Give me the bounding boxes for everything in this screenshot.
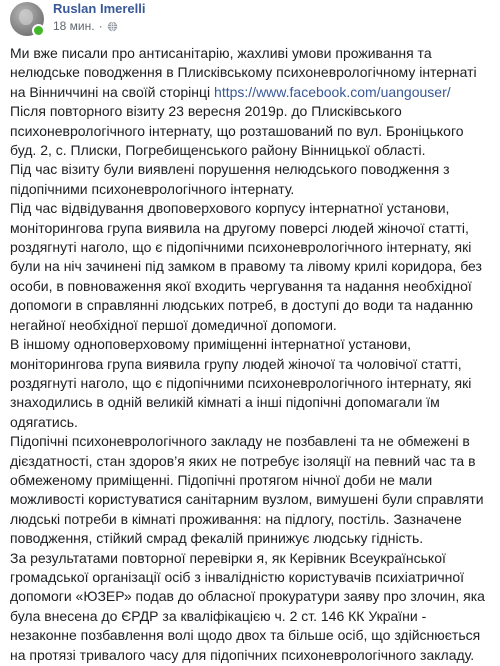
paragraph-visit: Після повторного візиту 23 вересня 2019р. до Плисківського психоневрологічного інтернату, що розташований по вул. Броніцького буд. 2, с. Плиски, Погребищенського району Вінницької області. [10, 103, 464, 159]
author-avatar-wrap[interactable] [10, 2, 44, 36]
paragraph-intro-text: Ми вже писали про антисанітарію, жахливі умови проживання та нелюдське поводження в Плисківському психоневрологічному інтернаті на Вінниччині на своїй сторінці [10, 45, 477, 100]
separator-dot: · [98, 19, 103, 33]
author-name[interactable]: Ruslan Imerelli [53, 1, 146, 16]
timestamp-row [53, 18, 145, 34]
online-status-dot [32, 24, 45, 37]
globe-icon[interactable] [107, 21, 118, 32]
post-meta [53, 0, 145, 34]
post-body [10, 44, 493, 665]
paragraph-intro [10, 44, 493, 102]
post-timestamp[interactable]: 18 мин. [53, 19, 95, 33]
paragraph-results: За результатами повторної перевірки я, як Керівник Всеукраїнської громадської організації осіб з інвалідністю користувачів психіатричної допомоги «ЮЗЕР» подав до обласної прокуратури заяву про злочин, яка була внесена до ЄРДР за кваліфікацією ч. 2 ст. 146 КК України - незаконне позбавлення волі щодо двох та більше осіб, що здійснюється на протязі тривалого часу для підопічних психоневрологічного закладу. [10, 549, 485, 663]
paragraph-second-floor: Під час відвідування двоповерхового корпусу інтернатної установи, моніторингова група виявила на другому поверсі людей жіночої статті, роздягнуті наголо, що є підопічними психоневрологічного інтернату, які були на ніч зачинені під замком в правому та лівому крилі коридора, без особи, в повноваження якої входить чергування та надання необхідної допомоги в справлянні людських потреб, в доступі до води та наданню негайної необхідної першої домедичної допомоги. [10, 200, 482, 333]
paragraph-one-storey: В іншому одноповерховому приміщенні інтернатної установи, моніторингова група виявила групу людей жіночої та чоловічої статті, роздягнуті наголо, що є підопічними психоневрологічного інтернату, які знаходились в одній великій кімнаті а інші підопічні допомагали їм одягатись. [10, 336, 472, 430]
facebook-page-link[interactable]: https://www.facebook.com/uangouser/ [214, 83, 451, 100]
post-header [10, 0, 145, 42]
paragraph-capacity: Підопічні психоневрологічного закладу не позбавлені та не обмежені в дієздатності, стан здоров’я яких не потребує ізоляції на певний час та в обмеженому приміщенні. Підопічні протягом нічної доби не мали можливості користуватися санітарним вузлом, вимушені були справляти людські потреби в кімнаті проживання: на підлогу, постіль. Зазначене поводження, стійкий смрад фекалій принижує людську гідність. [10, 433, 484, 547]
paragraph-violations: Під час візиту були виявлені порушення нелюдського поводження з підопічними психоневрологічного інтернату. [10, 161, 450, 197]
